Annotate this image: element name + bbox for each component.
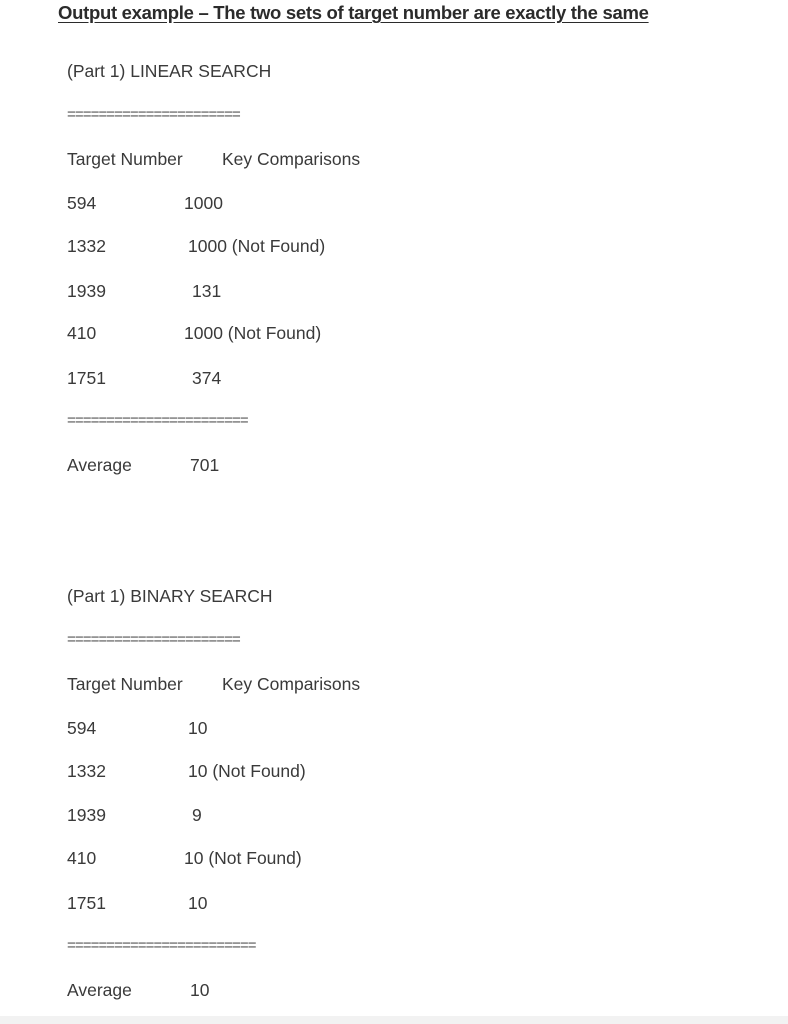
linear-row-comparisons: 1000 (Not Found) xyxy=(184,323,322,343)
binary-average-value: 10 xyxy=(190,980,210,1000)
binary-header-comparisons: Key Comparisons xyxy=(222,674,361,694)
binary-row-comparisons: 10 xyxy=(188,893,208,913)
binary-row-comparisons: 10 (Not Found) xyxy=(184,848,302,868)
linear-search-title: (Part 1) LINEAR SEARCH xyxy=(67,61,272,81)
binary-row-target: 410 xyxy=(67,848,97,868)
binary-average-label: Average xyxy=(67,980,132,1000)
binary-row-target: 1332 xyxy=(67,761,106,781)
linear-separator-top: ====================== xyxy=(67,106,240,123)
linear-row-target: 594 xyxy=(67,193,97,213)
linear-row-target: 1939 xyxy=(67,281,106,301)
linear-row-target: 410 xyxy=(67,323,97,343)
binary-search-title: (Part 1) BINARY SEARCH xyxy=(67,586,273,606)
linear-header-target: Target Number xyxy=(67,149,183,169)
linear-row-target: 1332 xyxy=(67,236,106,256)
linear-separator-bottom: ======================= xyxy=(67,412,248,429)
linear-row-comparisons: 374 xyxy=(192,368,222,388)
linear-row-comparisons: 131 xyxy=(192,281,222,301)
linear-row-comparisons: 1000 (Not Found) xyxy=(188,236,326,256)
binary-separator-bottom: ======================== xyxy=(67,937,256,954)
binary-header-target: Target Number xyxy=(67,674,183,694)
page-heading: Output example – The two sets of target number are exactly the same xyxy=(58,2,649,23)
binary-row-target: 1939 xyxy=(67,805,106,825)
linear-row-comparisons: 1000 xyxy=(184,193,223,213)
linear-average-value: 701 xyxy=(190,455,220,475)
bottom-edge xyxy=(0,1016,788,1024)
binary-row-comparisons: 10 xyxy=(188,718,208,738)
linear-header-comparisons: Key Comparisons xyxy=(222,149,361,169)
binary-row-target: 1751 xyxy=(67,893,106,913)
binary-row-target: 594 xyxy=(67,718,97,738)
linear-average-label: Average xyxy=(67,455,132,475)
binary-separator-top: ====================== xyxy=(67,631,240,648)
linear-row-target: 1751 xyxy=(67,368,106,388)
binary-row-comparisons: 10 (Not Found) xyxy=(188,761,306,781)
binary-row-comparisons: 9 xyxy=(192,805,202,825)
